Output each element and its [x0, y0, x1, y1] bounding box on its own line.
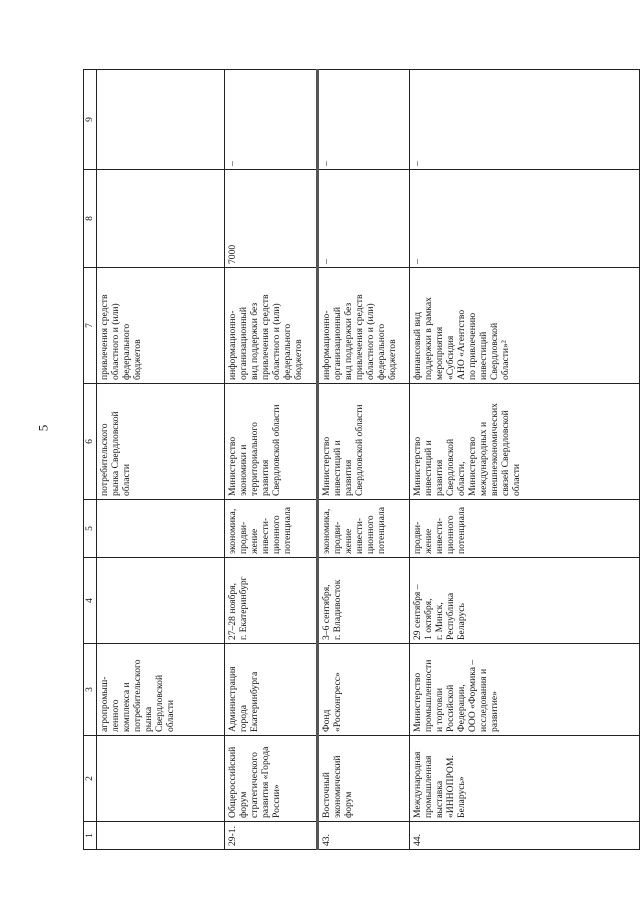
header-col-9: 9 — [84, 70, 97, 170]
table-row — [410, 70, 640, 850]
cell-extra — [97, 70, 225, 170]
header-col-6: 6 — [84, 384, 97, 500]
cell-event: Международная промышленная выставка «ИННОПРОМ. Беларусь» — [410, 736, 640, 822]
cell-organizer: Министерство промышленности и торговли Российской Федерации, ООО «Формика – исследования и развитие» — [410, 644, 640, 736]
cell-support: информационно- организационный вид поддержки без привлечения средств областного и (или) федерального бюджетов — [318, 268, 410, 384]
cell-support: привлечения средств областного и (или) федерального бюджетов — [97, 268, 225, 384]
cell-responsible: Министерство экономики и территориального развития Свердловской области — [225, 384, 318, 500]
header-col-8: 8 — [84, 170, 97, 268]
cell-num: 44. — [410, 822, 640, 850]
cell-amount: 7000 — [225, 170, 318, 268]
table-row — [97, 70, 225, 850]
table-row — [225, 70, 318, 850]
table-row — [318, 70, 410, 850]
cell-num: 29-1. — [225, 822, 318, 850]
cell-responsible: потребительского рынка Свердловской области — [97, 384, 225, 500]
cell-date-place — [97, 558, 225, 644]
header-col-1: 1 — [84, 822, 97, 850]
header-col-2: 2 — [84, 736, 97, 822]
rotated-page-content — [83, 70, 640, 850]
cell-direction: экономика, продви- жение инвести- ционного потенциала — [225, 500, 318, 558]
cell-date-place: 3–6 сентября, г. Владивосток — [318, 558, 410, 644]
cell-event: Восточный экономический форум — [318, 736, 410, 822]
cell-support: информационно- организационный вид поддержки без привлечения средств областного и (или) федерального бюджетов — [225, 268, 318, 384]
cell-direction: экономика, продви- жение инвести- ционного потенциала — [318, 500, 410, 558]
cell-responsible: Министерство инвестиций и развития Свердловской области, Министерство международных и внешнеэкономических связей Свердловской области — [410, 384, 640, 500]
cell-direction: продви- жение инвести- ционного потенциала — [410, 500, 640, 558]
header-col-4: 4 — [84, 558, 97, 644]
header-col-7: 7 — [84, 268, 97, 384]
cell-direction — [97, 500, 225, 558]
cell-date-place: 29 сентября – 1 октября, г. Минск, Республика Беларусь — [410, 558, 640, 644]
cell-organizer: агропромыш- ленного комплекса и потребительского рынка Свердловской области — [97, 644, 225, 736]
cell-event — [97, 736, 225, 822]
cell-extra: – — [225, 70, 318, 170]
events-table — [83, 69, 640, 850]
cell-extra: – — [318, 70, 410, 170]
page-number: 5 — [35, 424, 51, 432]
cell-amount: – — [318, 170, 410, 268]
cell-amount: – — [410, 170, 640, 268]
header-row — [84, 70, 97, 850]
cell-amount — [97, 170, 225, 268]
cell-responsible: Министерство инвестиций и развития Свердловской области — [318, 384, 410, 500]
cell-event: Общероссийский форум стратегического развития «Города России» — [225, 736, 318, 822]
header-col-3: 3 — [84, 644, 97, 736]
cell-support: финансовый вид поддержки в рамках мероприятия «Субсидия АНО «Агентство по привлечению инвестиций Свердловской области»² — [410, 268, 640, 384]
cell-num: 43. — [318, 822, 410, 850]
cell-num — [97, 822, 225, 850]
cell-organizer: Фонд «Росконгресс» — [318, 644, 410, 736]
cell-extra: – — [410, 70, 640, 170]
cell-date-place: 27–28 ноября, г. Екатеринбург — [225, 558, 318, 644]
cell-organizer: Администрация города Екатеринбурга — [225, 644, 318, 736]
header-col-5: 5 — [84, 500, 97, 558]
